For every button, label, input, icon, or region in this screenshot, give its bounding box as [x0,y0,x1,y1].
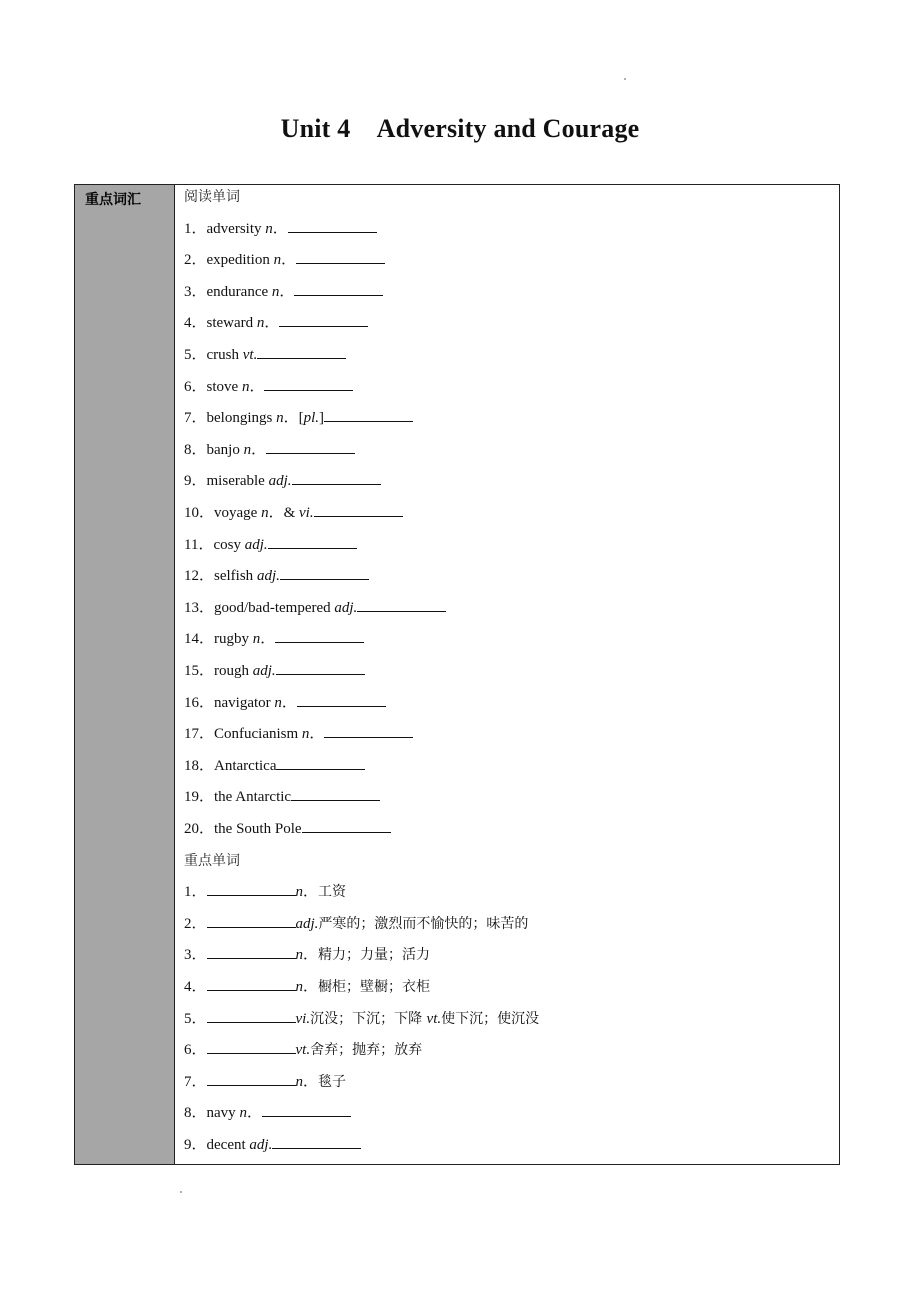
word-text: banjo [206,441,244,458]
answer-blank[interactable] [257,343,346,359]
item-number: 9． [184,473,207,490]
key-word-item [184,1133,361,1157]
word-text: endurance [206,283,272,300]
answer-blank[interactable] [266,438,355,454]
chinese-meaning: 严寒的；激烈而不愉快的；味苦的 [318,915,529,932]
part-of-speech: n [295,979,304,995]
answer-blank[interactable] [324,406,413,422]
reading-word-item [184,785,380,809]
item-number: 15． [184,663,215,679]
part-of-speech: n [256,315,265,332]
reading-word-item [184,280,383,304]
part-of-speech: adj. [295,915,319,932]
word-text: rugby [214,631,253,648]
punctuation: ] [319,410,325,427]
punctuation: ． [264,315,280,332]
item-number: 7． [184,1073,207,1090]
item-number: 2． [184,915,207,932]
reading-word-item [184,501,403,525]
item-number: 1． [184,884,207,901]
word-text: miserable [206,473,269,490]
word-text: decent [206,1137,250,1153]
part-of-speech: n [252,631,261,648]
reading-word-item [184,217,377,241]
part-of-speech: adj. [334,599,358,616]
word-text: Antarctica [214,757,277,774]
punctuation: ． [303,884,319,901]
reading-word-item [184,311,368,335]
part-of-speech: n [274,694,282,711]
part-of-speech: n [273,252,282,269]
item-number: 5． [184,1010,207,1027]
answer-blank[interactable] [275,627,364,643]
key-word-item [184,1070,346,1094]
item-number: 5． [184,347,207,363]
item-number: 3． [184,283,207,300]
answer-blank[interactable] [297,691,386,707]
word-text: navy [206,1105,240,1122]
page-title: Unit 4 Adversity and Courage [280,114,640,143]
part-of-speech: vi. [299,505,314,521]
answer-blank[interactable] [302,817,391,833]
part-of-speech: adj. [252,663,276,679]
answer-blank[interactable] [294,280,383,296]
answer-blank[interactable] [207,943,296,959]
answer-blank[interactable] [357,596,446,612]
key-word-item [184,975,430,999]
item-number: 8． [184,1105,207,1122]
word-text: the Antarctic [214,789,292,806]
item-number: 6． [184,1042,207,1059]
reading-word-item [184,691,386,715]
answer-blank[interactable] [324,722,413,738]
chinese-meaning: 橱柜；壁橱；衣柜 [318,979,431,995]
part-of-speech: n [271,283,280,300]
answer-blank[interactable] [314,501,403,517]
punctuation: ． [309,726,325,743]
item-number: 19． [184,789,215,806]
answer-blank[interactable] [207,912,296,928]
punctuation: ． [281,694,297,711]
key-word-item [184,880,346,904]
part-of-speech: n [301,726,310,743]
word-text: cosy [213,536,245,553]
item-number: 14． [184,631,215,648]
item-number: 3． [184,947,207,964]
reading-word-item [184,343,346,367]
scan-dot [180,1191,182,1193]
part-of-speech: n [295,1073,304,1090]
part-of-speech: n [295,947,304,964]
item-number: 4． [184,979,207,995]
item-number: 16． [184,694,215,711]
item-number: 17． [184,726,215,743]
reading-word-item [184,627,364,651]
answer-blank[interactable] [207,975,296,991]
item-number: 11． [184,536,214,553]
item-number: 10． [184,505,215,521]
word-text: steward [206,315,257,332]
part-of-speech: adj. [268,473,292,490]
word-text: Confucianism [214,726,302,743]
word-text: belongings [206,410,277,427]
punctuation: ． [303,947,319,964]
answer-blank[interactable] [207,1007,296,1023]
reading-word-item [184,438,355,462]
reading-word-item [184,596,446,620]
part-of-speech: vt. [242,347,258,363]
category-cell [75,185,175,1164]
punctuation: ．& [268,505,300,521]
word-text: adversity [206,220,266,237]
part-of-speech: pl. [303,410,320,427]
reading-word-item [184,248,385,272]
punctuation: ． [303,979,319,995]
part-of-speech: n [243,441,252,458]
word-text: rough [214,663,253,679]
answer-blank[interactable] [262,1101,351,1117]
key-word-item [184,1007,539,1031]
reading-word-item [184,564,369,588]
key-word-item [184,943,430,967]
reading-word-item [184,817,391,841]
item-number: 4． [184,315,207,332]
word-text: expedition [206,252,274,269]
reading-word-item [184,375,353,399]
part-of-speech: n [295,884,304,901]
punctuation: ． [246,1105,262,1122]
word-text: good/bad-tempered [214,599,335,616]
punctuation: ． [303,1073,319,1090]
answer-blank[interactable] [264,375,353,391]
part-of-speech: vt. [426,1010,442,1027]
reading-word-item [184,722,413,746]
chinese-meaning: 精力；力量；活力 [318,947,431,964]
key-words-heading: 重点单词 [184,852,240,869]
reading-word-item [184,754,365,778]
part-of-speech: adj. [256,568,280,585]
punctuation: ． [249,378,265,395]
part-of-speech: n [265,220,273,237]
punctuation: ． [260,631,276,648]
item-number: 7． [184,410,207,427]
punctuation: ．[ [283,410,304,427]
key-word-item [184,1101,351,1125]
scan-dot [624,78,626,80]
vocabulary-table [74,184,840,1165]
answer-blank[interactable] [207,1070,296,1086]
answer-blank[interactable] [276,659,365,675]
part-of-speech: vi. [295,1010,311,1027]
answer-blank[interactable] [272,1133,361,1149]
answer-blank[interactable] [207,880,296,896]
word-text: navigator [214,694,275,711]
reading-words-heading: 阅读单词 [184,189,240,205]
punctuation: ． [281,252,297,269]
reading-word-item [184,469,381,493]
part-of-speech: adj. [249,1137,273,1153]
word-text: the South Pole [214,821,302,837]
vocabulary-list [175,185,839,1164]
key-word-item [184,1038,422,1062]
chinese-meaning: 舍弃；抛弃；放弃 [310,1042,423,1059]
word-text: voyage [214,505,262,521]
answer-blank[interactable] [292,469,381,485]
answer-blank[interactable] [296,248,385,264]
answer-blank[interactable] [291,785,380,801]
answer-blank[interactable] [276,754,365,770]
answer-blank[interactable] [268,533,357,549]
part-of-speech: vt. [295,1042,311,1059]
item-number: 9． [184,1137,207,1153]
chinese-meaning: 工资 [318,884,347,901]
answer-blank[interactable] [288,217,377,233]
chinese-meaning: 使下沉；使沉没 [441,1010,540,1027]
category-label: 重点词汇 [85,192,141,208]
part-of-speech: n [241,378,250,395]
chinese-meaning: 毯子 [318,1073,347,1090]
reading-word-item [184,533,357,557]
item-number: 8． [184,441,207,458]
reading-word-item [184,406,413,430]
item-number: 1． [184,220,207,237]
answer-blank[interactable] [279,311,368,327]
word-text: crush [206,347,243,363]
punctuation: ． [272,220,288,237]
part-of-speech: adj. [244,536,268,553]
part-of-speech: n [239,1105,247,1122]
item-number: 2． [184,252,207,269]
item-number: 6． [184,378,207,395]
item-number: 12． [184,568,215,585]
answer-blank[interactable] [207,1038,296,1054]
item-number: 18． [184,757,215,774]
item-number: 20． [184,821,215,837]
word-text: selfish [214,568,257,585]
punctuation: ． [279,283,295,300]
chinese-meaning: 沉没；下沉；下降 [310,1010,427,1027]
reading-word-item [184,659,365,683]
answer-blank[interactable] [280,564,369,580]
part-of-speech: n [261,505,269,521]
key-word-item [184,912,528,936]
part-of-speech: n [276,410,284,427]
item-number: 13． [184,599,215,616]
word-text: stove [206,378,242,395]
punctuation: ． [251,441,267,458]
